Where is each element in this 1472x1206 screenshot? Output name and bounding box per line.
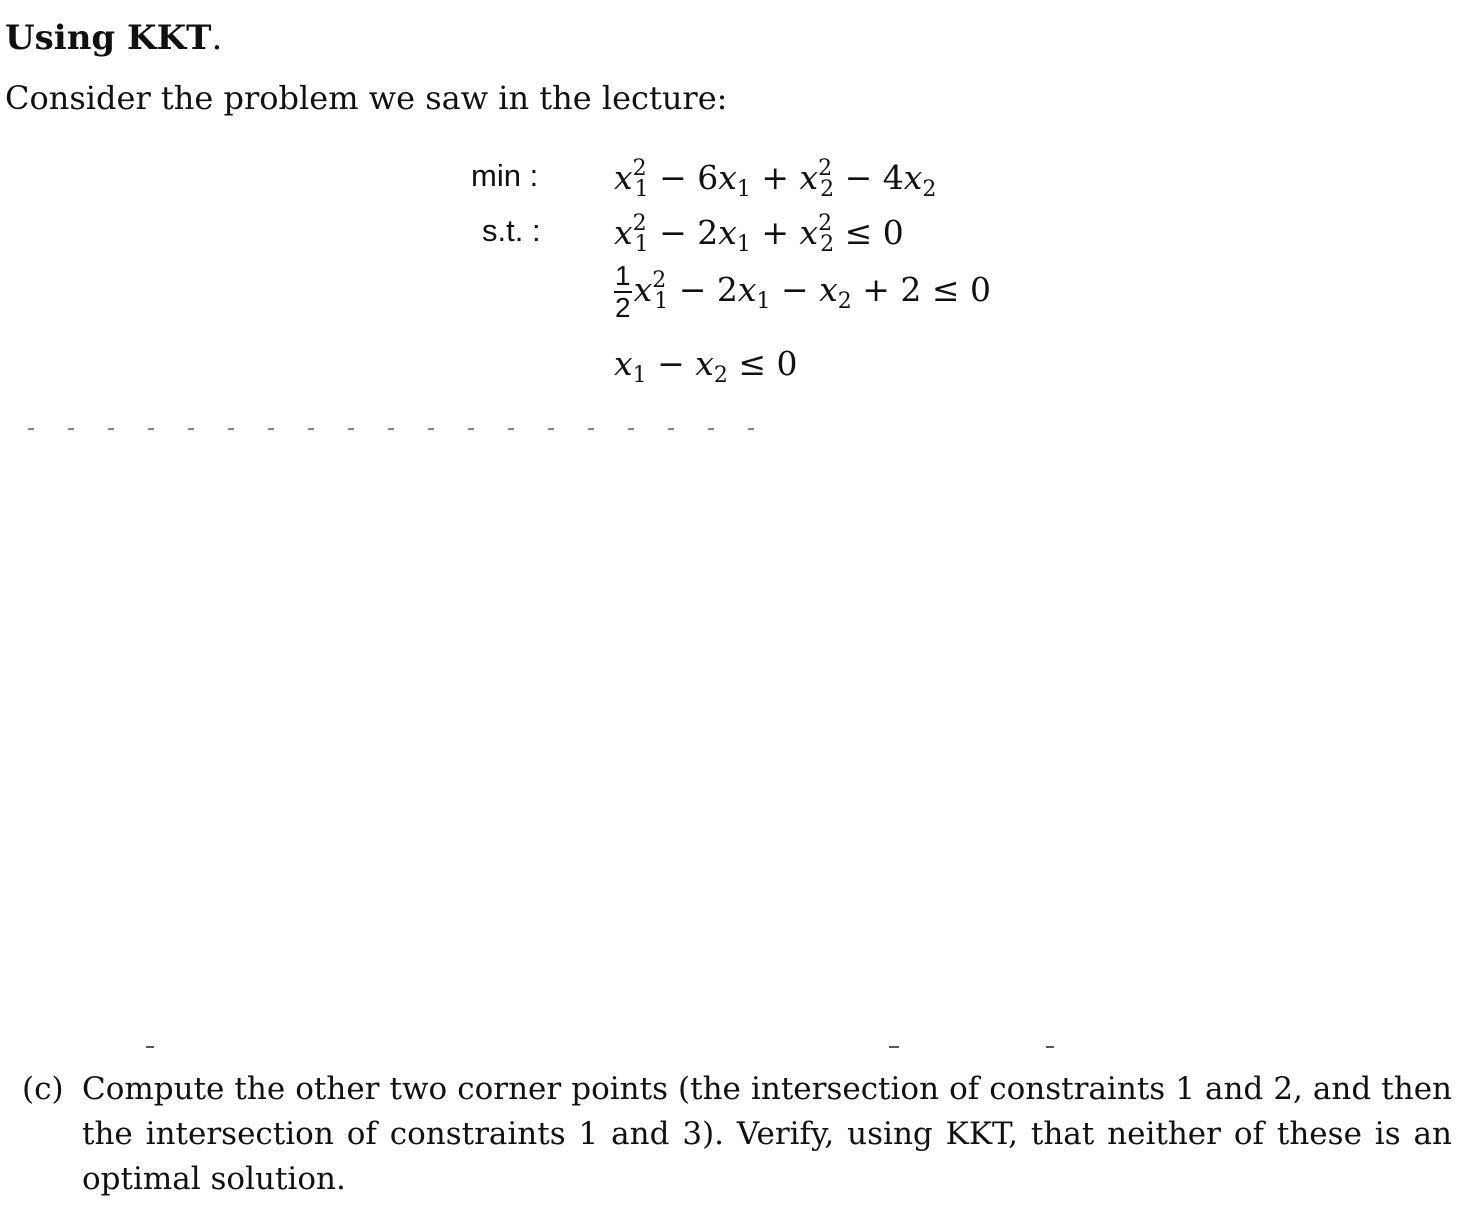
c2-term3-op: −: [770, 270, 820, 309]
constraint-2-expression: [614, 261, 991, 323]
cropped-text-remnant-top: [28, 428, 768, 430]
obj-term2-sub: 1: [736, 177, 751, 202]
part-c-marker: (c): [22, 1071, 64, 1107]
cropped-text-remnant-bottom-1: [146, 1046, 154, 1048]
part-c-text: Compute the other two corner points (the intersection of constraints 1 and 2, and then the intersection of constraints 1 and 3). Verify, using KKT, that neither of these is an optimal solution.: [82, 1071, 1452, 1197]
constraint-3-expression: [614, 344, 798, 389]
c1-term2-sub: 1: [736, 232, 751, 257]
constraint-1-expression: [614, 213, 904, 258]
c2-term2-var: x: [737, 270, 757, 309]
obj-term3-sup: 2: [818, 156, 833, 181]
c3-term2-sub: 2: [713, 363, 728, 388]
one-half-fraction: [614, 261, 632, 323]
c3-term1-var: x: [614, 344, 633, 383]
obj-term3-var: x: [799, 158, 819, 197]
c1-rhs: ≤ 0: [834, 213, 904, 252]
c3-term2-var: x: [695, 344, 714, 383]
c2-term3-var: x: [819, 270, 838, 309]
obj-term1-var: x: [614, 158, 633, 197]
c2-term1-sub: 1: [654, 289, 669, 314]
c1-term2-coef: − 2: [648, 213, 719, 252]
cropped-text-remnant-bottom-2: [889, 1046, 899, 1048]
c2-term1-sup: 2: [652, 268, 667, 293]
obj-term3-op: +: [750, 158, 800, 197]
subject-to-label: s.t. :: [482, 213, 541, 248]
heading-bold-text: Using KKT: [5, 18, 212, 58]
optimization-problem: [450, 148, 1150, 398]
obj-term2-coef: − 6: [648, 158, 719, 197]
obj-term4-var: x: [903, 158, 923, 197]
c1-term1-sup: 2: [632, 211, 647, 236]
section-heading: [5, 16, 222, 60]
heading-trail: .: [211, 18, 223, 58]
obj-term1-sub: 1: [634, 177, 649, 202]
objective-expression: [614, 158, 936, 203]
cropped-text-remnant-bottom-3: [1046, 1046, 1054, 1048]
c1-term1-sub: 1: [634, 232, 649, 257]
c1-term1-var: x: [614, 213, 633, 252]
c2-term2-coef: − 2: [668, 270, 738, 309]
obj-term2-var: x: [718, 158, 737, 197]
part-c-item: [22, 1067, 1452, 1202]
c2-term1-var: x: [633, 270, 653, 309]
obj-term4-coef: − 4: [834, 158, 904, 197]
fraction-denominator: 2: [615, 292, 631, 323]
c1-term3-sub: 2: [820, 232, 835, 257]
obj-term1-sup: 2: [632, 156, 647, 181]
min-label: min :: [471, 158, 539, 193]
obj-term4-sub: 2: [922, 177, 937, 202]
fraction-numerator: 1: [615, 260, 631, 291]
c1-term2-var: x: [718, 213, 737, 252]
c3-term2-op: −: [646, 344, 696, 383]
c2-rhs: + 2 ≤ 0: [851, 270, 991, 309]
c1-term3-var: x: [799, 213, 819, 252]
c2-term2-sub: 1: [756, 289, 771, 314]
c1-term3-sup: 2: [818, 211, 833, 236]
c1-term3-op: +: [750, 213, 800, 252]
c2-term3-sub: 2: [837, 289, 852, 314]
c3-rhs: ≤ 0: [727, 344, 798, 383]
obj-term3-sub: 2: [820, 177, 835, 202]
intro-text: Consider the problem we saw in the lecture:: [5, 79, 728, 117]
c3-term1-sub: 1: [632, 363, 647, 388]
